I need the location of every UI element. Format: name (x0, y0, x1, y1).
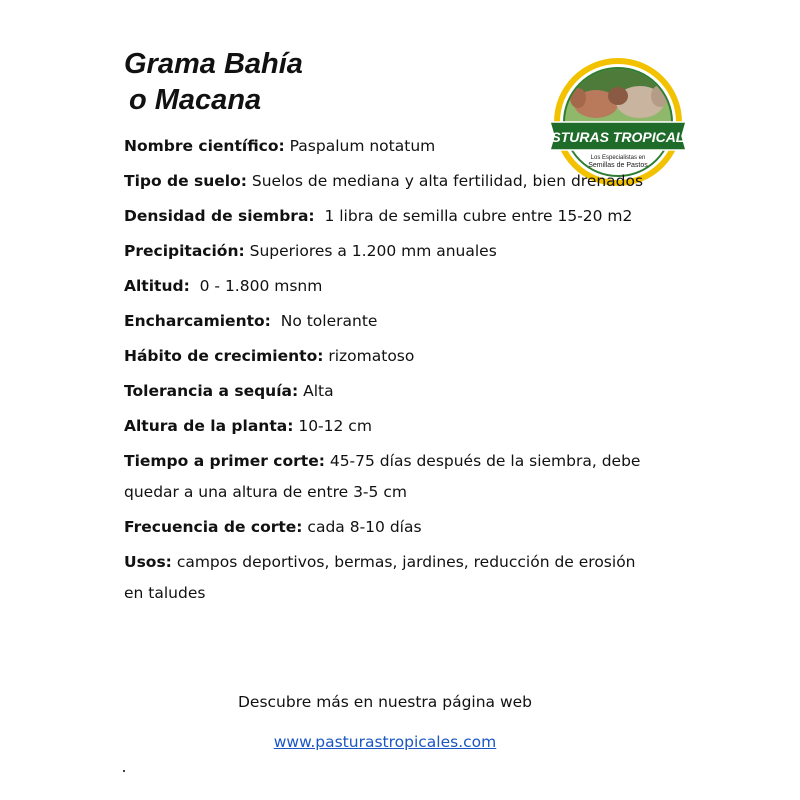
title-line-1: Grama Bahía (124, 48, 303, 80)
field-row (124, 166, 654, 197)
field-row (124, 201, 654, 232)
title-line-2: o Macana (129, 84, 262, 116)
species-field-list (124, 131, 654, 613)
field-label: Encharcamiento: (124, 312, 271, 330)
page-title (124, 46, 303, 118)
field-value: 1 libra de semilla cubre entre 15-20 m2 (314, 207, 633, 225)
website-link[interactable]: www.pasturastropicales.com (273, 733, 497, 751)
field-row (124, 446, 654, 508)
footer-text: Descubre más en nuestra página web (237, 693, 533, 711)
field-label: Precipitación: (124, 242, 245, 260)
logo-name: PASTURAS TROPICALES (532, 129, 704, 145)
field-value: Paspalum notatum (284, 137, 436, 155)
field-value: Superiores a 1.200 mm anuales (244, 242, 497, 260)
field-value: cada 8-10 días (302, 518, 422, 536)
field-label: Tolerancia a sequía: (124, 382, 299, 400)
field-row (124, 411, 654, 442)
stray-dot (123, 770, 125, 772)
field-label: Densidad de siembra: (124, 207, 315, 225)
logo-tagline-1: Los Especialistas en (590, 155, 646, 161)
field-label: Altura de la planta: (124, 417, 294, 435)
field-value: rizomatoso (323, 347, 415, 365)
field-row (124, 512, 654, 543)
field-row (124, 131, 654, 162)
field-value: Alta (298, 382, 334, 400)
logo-tagline-2: Semillas de Pastos (588, 162, 648, 169)
field-label: Usos: (124, 553, 172, 571)
field-row (124, 341, 654, 372)
field-row (124, 306, 654, 337)
field-value: No tolerante (270, 312, 378, 330)
field-row (124, 376, 654, 407)
field-value: 10-12 cm (293, 417, 372, 435)
field-label: Hábito de crecimiento: (124, 347, 324, 365)
field-label: Nombre científico: (124, 137, 285, 155)
field-label: Tipo de suelo: (124, 172, 247, 190)
field-row (124, 271, 654, 302)
field-value: 0 - 1.800 msnm (189, 277, 323, 295)
field-label: Altitud: (124, 277, 190, 295)
field-value: 45-75 días después de la siembra, debe quedar a una altura de entre 3-5 cm (124, 452, 646, 501)
field-row (124, 547, 654, 609)
field-row (124, 236, 654, 267)
field-label: Frecuencia de corte: (124, 518, 303, 536)
field-value: campos deportivos, bermas, jardines, reducción de erosión en taludes (124, 553, 641, 602)
field-label: Tiempo a primer corte: (124, 452, 325, 470)
field-value: Suelos de mediana y alta fertilidad, bien drenados (246, 172, 644, 190)
